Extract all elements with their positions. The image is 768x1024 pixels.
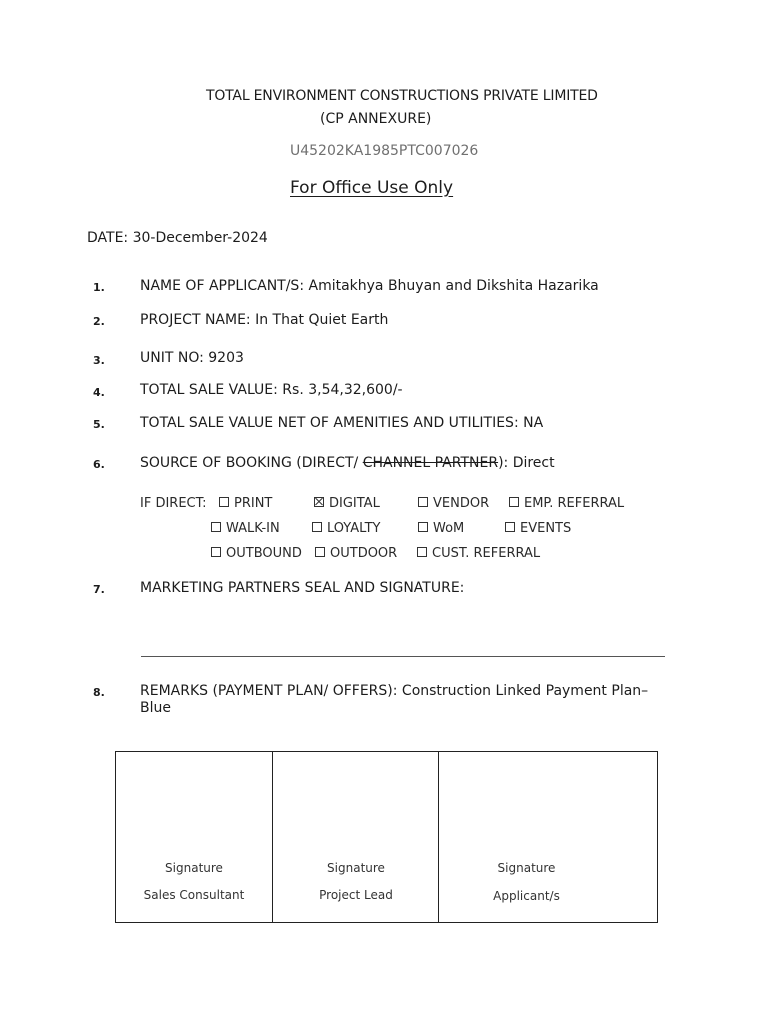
company-name: TOTAL ENVIRONMENT CONSTRUCTIONS PRIVATE LIMITED: [206, 88, 598, 104]
option-events[interactable]: [505, 521, 571, 536]
checked-checkbox-icon[interactable]: [314, 497, 324, 507]
option-label: VENDOR: [433, 496, 490, 511]
option-loyalty[interactable]: [312, 521, 380, 536]
signature-cell-applicants: [438, 752, 614, 922]
if-direct-label: IF DIRECT:: [140, 496, 207, 511]
checkbox-icon[interactable]: [505, 522, 515, 532]
marketing-partner-signature-label: MARKETING PARTNERS SEAL AND SIGNATURE:: [140, 580, 465, 596]
checkbox-icon[interactable]: [315, 547, 325, 557]
date-label: DATE:: [87, 230, 129, 246]
option-cust-referral[interactable]: [417, 546, 540, 561]
date-value: 30-December-2024: [132, 230, 268, 246]
item-number: 5.: [93, 418, 105, 431]
signature-label: Signature: [327, 861, 385, 875]
source-value: ): Direct: [498, 455, 555, 471]
signature-cell-sales-consultant: [116, 752, 272, 922]
option-outdoor[interactable]: [315, 546, 397, 561]
signature-role: Applicant/s: [493, 889, 560, 903]
option-outbound[interactable]: [211, 546, 302, 561]
item-number: 1.: [93, 281, 105, 294]
signature-label: Signature: [497, 861, 556, 875]
item-number: 4.: [93, 386, 105, 399]
option-label: WALK-IN: [226, 521, 280, 536]
signature-line: [141, 656, 665, 657]
option-label: LOYALTY: [327, 521, 381, 536]
net-sale-value-field: TOTAL SALE VALUE NET OF AMENITIES AND UTILITIES: NA: [140, 415, 544, 431]
signature-role: Sales Consultant: [143, 888, 245, 902]
item-number: 2.: [93, 315, 105, 328]
checkbox-icon[interactable]: [219, 497, 229, 507]
option-label: EMP. REFERRAL: [524, 496, 625, 511]
signature-cell-project-lead: [272, 752, 439, 922]
cin-number: U45202KA1985PTC007026: [290, 143, 479, 159]
option-vendor[interactable]: [418, 496, 489, 511]
item-number: 7.: [93, 583, 105, 596]
option-label: DIGITAL: [329, 496, 380, 511]
option-label: OUTBOUND: [226, 546, 302, 561]
option-label: WoM: [433, 521, 465, 536]
option-digital[interactable]: [314, 496, 380, 511]
annexure-title: (CP ANNEXURE): [320, 111, 432, 127]
signature-table: [115, 751, 658, 923]
total-sale-value-field: TOTAL SALE VALUE: Rs. 3,54,32,600/-: [140, 382, 403, 398]
unit-no-field: UNIT NO: 9203: [140, 350, 244, 366]
office-use-heading: For Office Use Only: [290, 178, 454, 198]
option-wom[interactable]: [418, 521, 464, 536]
source-of-booking-field: [140, 455, 555, 471]
project-name-field: PROJECT NAME: In That Quiet Earth: [140, 312, 389, 328]
applicant-name-field: NAME OF APPLICANT/S: Amitakhya Bhuyan and Dikshita Hazarika: [140, 278, 599, 294]
checkbox-icon[interactable]: [312, 522, 322, 532]
option-walk-in[interactable]: [211, 521, 280, 536]
checkbox-icon[interactable]: [211, 547, 221, 557]
remarks-field: REMARKS (PAYMENT PLAN/ OFFERS): Construction Linked Payment Plan– Blue: [140, 683, 649, 716]
checkbox-icon[interactable]: [509, 497, 519, 507]
option-print[interactable]: [219, 496, 272, 511]
signature-role: Project Lead: [319, 888, 393, 902]
option-emp-referral[interactable]: [509, 496, 624, 511]
checkbox-icon[interactable]: [418, 522, 428, 532]
option-label: PRINT: [234, 496, 273, 511]
checkbox-icon[interactable]: [417, 547, 427, 557]
source-text: SOURCE OF BOOKING (DIRECT/: [140, 455, 363, 471]
date-line: [87, 230, 268, 246]
item-number: 3.: [93, 354, 105, 367]
option-label: EVENTS: [520, 521, 572, 536]
checkbox-icon[interactable]: [211, 522, 221, 532]
signature-label: Signature: [165, 861, 223, 875]
item-number: 8.: [93, 686, 105, 699]
item-number: 6.: [93, 458, 105, 471]
struck-channel-partner: CHANNEL PARTNER: [362, 455, 499, 471]
checkbox-icon[interactable]: [418, 497, 428, 507]
option-label: OUTDOOR: [330, 546, 398, 561]
option-label: CUST. REFERRAL: [432, 546, 541, 561]
